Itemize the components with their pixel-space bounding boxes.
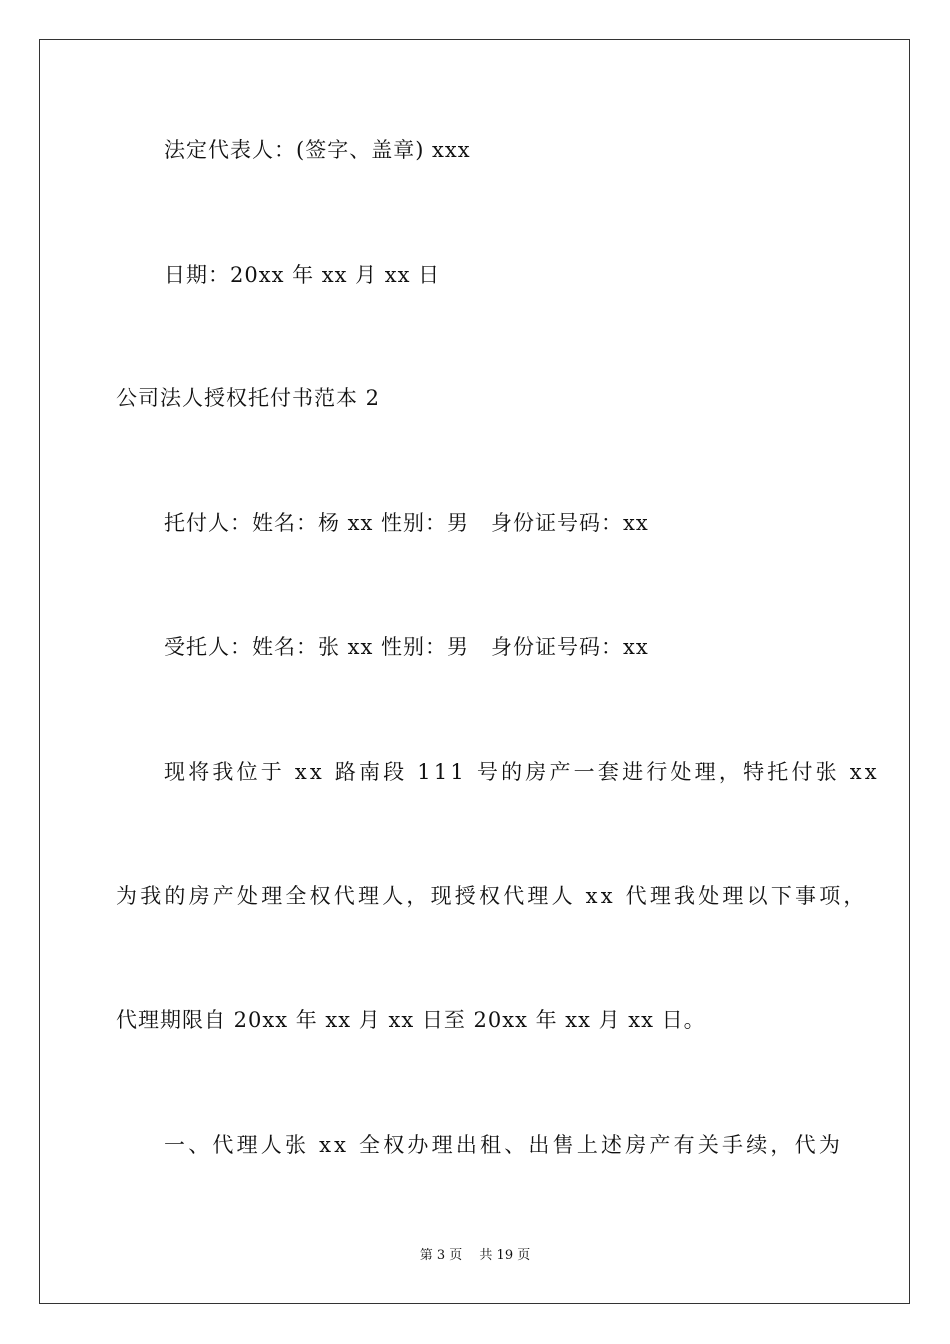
paragraph-line-2: 为我的房产处理全权代理人，现授权代理人 xx 代理我处理以下事项，	[116, 884, 868, 908]
page-border	[39, 39, 910, 1304]
legal-representative-line: 法定代表人：(签字、盖章) xxx	[164, 138, 471, 162]
principal-line: 托付人：姓名：杨 xx 性别：男 身份证号码：xx	[164, 511, 649, 535]
paragraph-line-3: 代理期限自 20xx 年 xx 月 xx 日至 20xx 年 xx 月 xx 日。	[116, 1008, 706, 1032]
paragraph-line-1: 现将我位于 xx 路南段 111 号的房产一套进行处理，特托付张 xx	[164, 760, 880, 784]
paragraph-line-4: 一、代理人张 xx 全权办理出租、出售上述房产有关手续，代为	[164, 1133, 844, 1157]
date-line: 日期：20xx 年 xx 月 xx 日	[164, 263, 441, 287]
agent-line: 受托人：姓名：张 xx 性别：男 身份证号码：xx	[164, 635, 649, 659]
section-title: 公司法人授权托付书范本 2	[116, 386, 381, 410]
page-number-footer: 第 3 页 共 19 页	[419, 1248, 531, 1263]
